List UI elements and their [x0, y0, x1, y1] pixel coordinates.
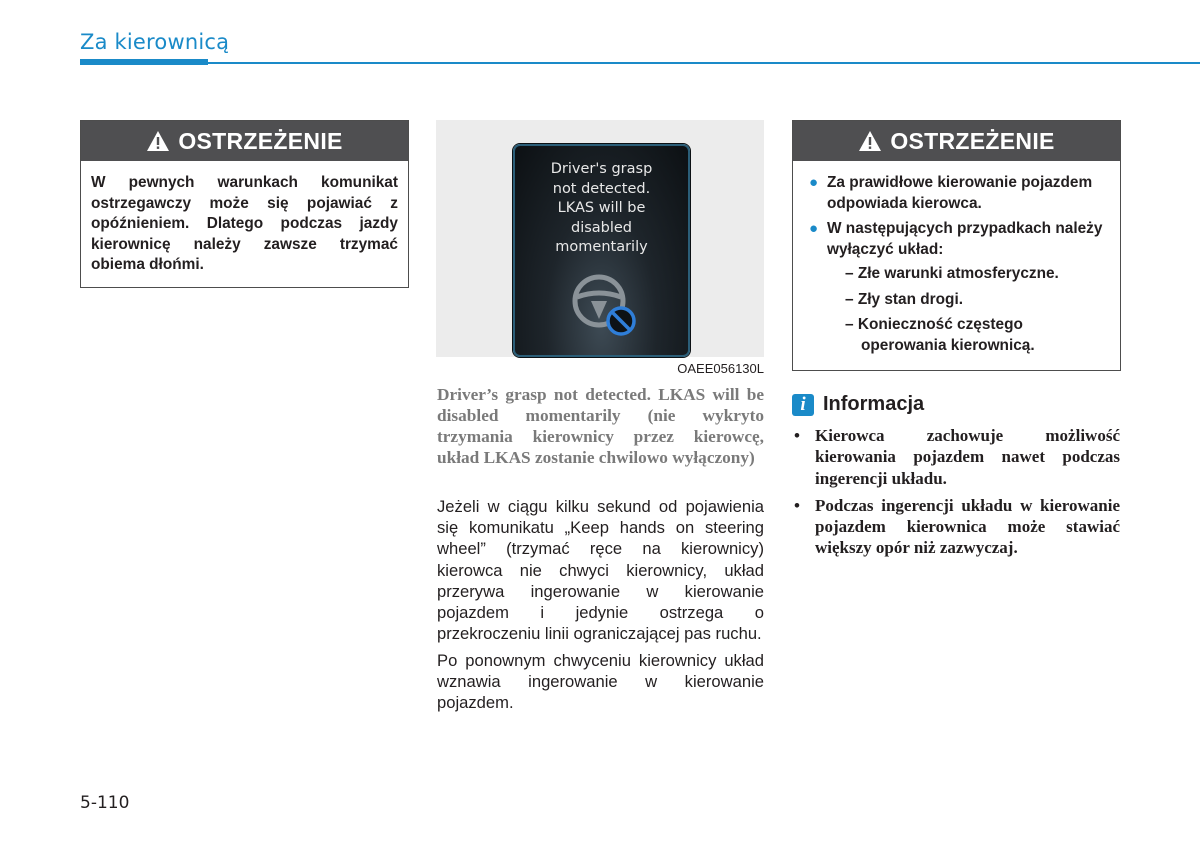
bullet-icon: • — [794, 495, 800, 515]
info-title: Informacja — [823, 393, 925, 415]
warning-triangle-icon — [146, 130, 170, 152]
list-item — [803, 219, 1110, 356]
cluster-screen — [513, 144, 690, 357]
info-header — [792, 393, 924, 416]
warning-box-left — [80, 120, 409, 288]
section-title: Za kierownicą — [80, 30, 230, 54]
warning-text: W pewnych warunkach komunikat ostrzegawczy może się pojawiać z opóźnieniem. Dlatego podczas jazdy kierownicę należy zawsze trzymać obiema dłońmi. — [91, 174, 398, 273]
warning-header — [81, 121, 408, 161]
warning-title: OSTRZEŻENIE — [178, 127, 343, 154]
list-item-text: W następujących przypadkach należy wyłączyć układ: — [827, 220, 1103, 258]
warning-list-body — [793, 161, 1120, 373]
screen-message: Driver's grasp not detected. LKAS will be disabled momentarily — [550, 161, 653, 255]
info-list — [792, 425, 1120, 565]
bullet-icon: ● — [809, 174, 819, 191]
warning-header — [793, 121, 1120, 161]
list-item — [792, 495, 1120, 559]
list-item — [792, 425, 1120, 489]
bullet-icon: • — [794, 426, 800, 445]
body-paragraph-1: Jeżeli w ciągu kilku sekund od pojawienia się komunikatu „Keep hands on steering wheel” (trzymać ręce na kierownicy) kierowca nie chwyci kierownicy, układ przerywa ingerowanie w kierowanie pojazdem i jedynie ostrzega o przekroczeniu linii ograniczającej pas ruchu. — [437, 497, 764, 644]
warning-box-right — [792, 120, 1121, 371]
sublist-item: – Złe warunki atmosferyczne. — [845, 265, 1059, 282]
image-code: OAEE056130L — [677, 361, 764, 376]
list-item-text: Za prawidłowe kierowanie pojazdem odpowiada kierowca. — [827, 174, 1093, 212]
warning-list — [803, 173, 1110, 356]
cluster-display-image — [436, 120, 764, 357]
figure-caption: Driver’s grasp not detected. LKAS will be disabled momentarily (nie wykryto trzymania kierownicy przez kierowcę, układ LKAS zostanie chwilowo wyłączony) — [437, 385, 764, 467]
info-icon: i — [792, 394, 814, 416]
list-item-text: Podczas ingerencji układu w kierowanie pojazdem kierownica może stawiać większy opór niż zazwyczaj. — [815, 495, 1120, 558]
list-item-text: Kierowca zachowuje możliwość kierowania pojazdem nawet podczas ingerencji układu. — [815, 426, 1120, 488]
sublist-item: – Konieczność częstego operowania kierownicą. — [845, 316, 1035, 354]
steering-wheel-disabled-icon — [567, 267, 641, 343]
sublist-item: – Zły stan drogi. — [845, 290, 964, 308]
warning-triangle-icon — [858, 130, 882, 152]
page-number: 5-110 — [80, 793, 130, 813]
list-item — [803, 173, 1110, 214]
body-paragraph-2: Po ponownym chwyceniu kierownicy układ wznawia ingerowanie w kierowanie pojazdem. — [437, 651, 764, 713]
warning-sublist — [827, 264, 1110, 356]
warning-title: OSTRZEŻENIE — [890, 127, 1055, 154]
bullet-icon: ● — [809, 220, 819, 237]
header-rule — [80, 62, 1200, 64]
